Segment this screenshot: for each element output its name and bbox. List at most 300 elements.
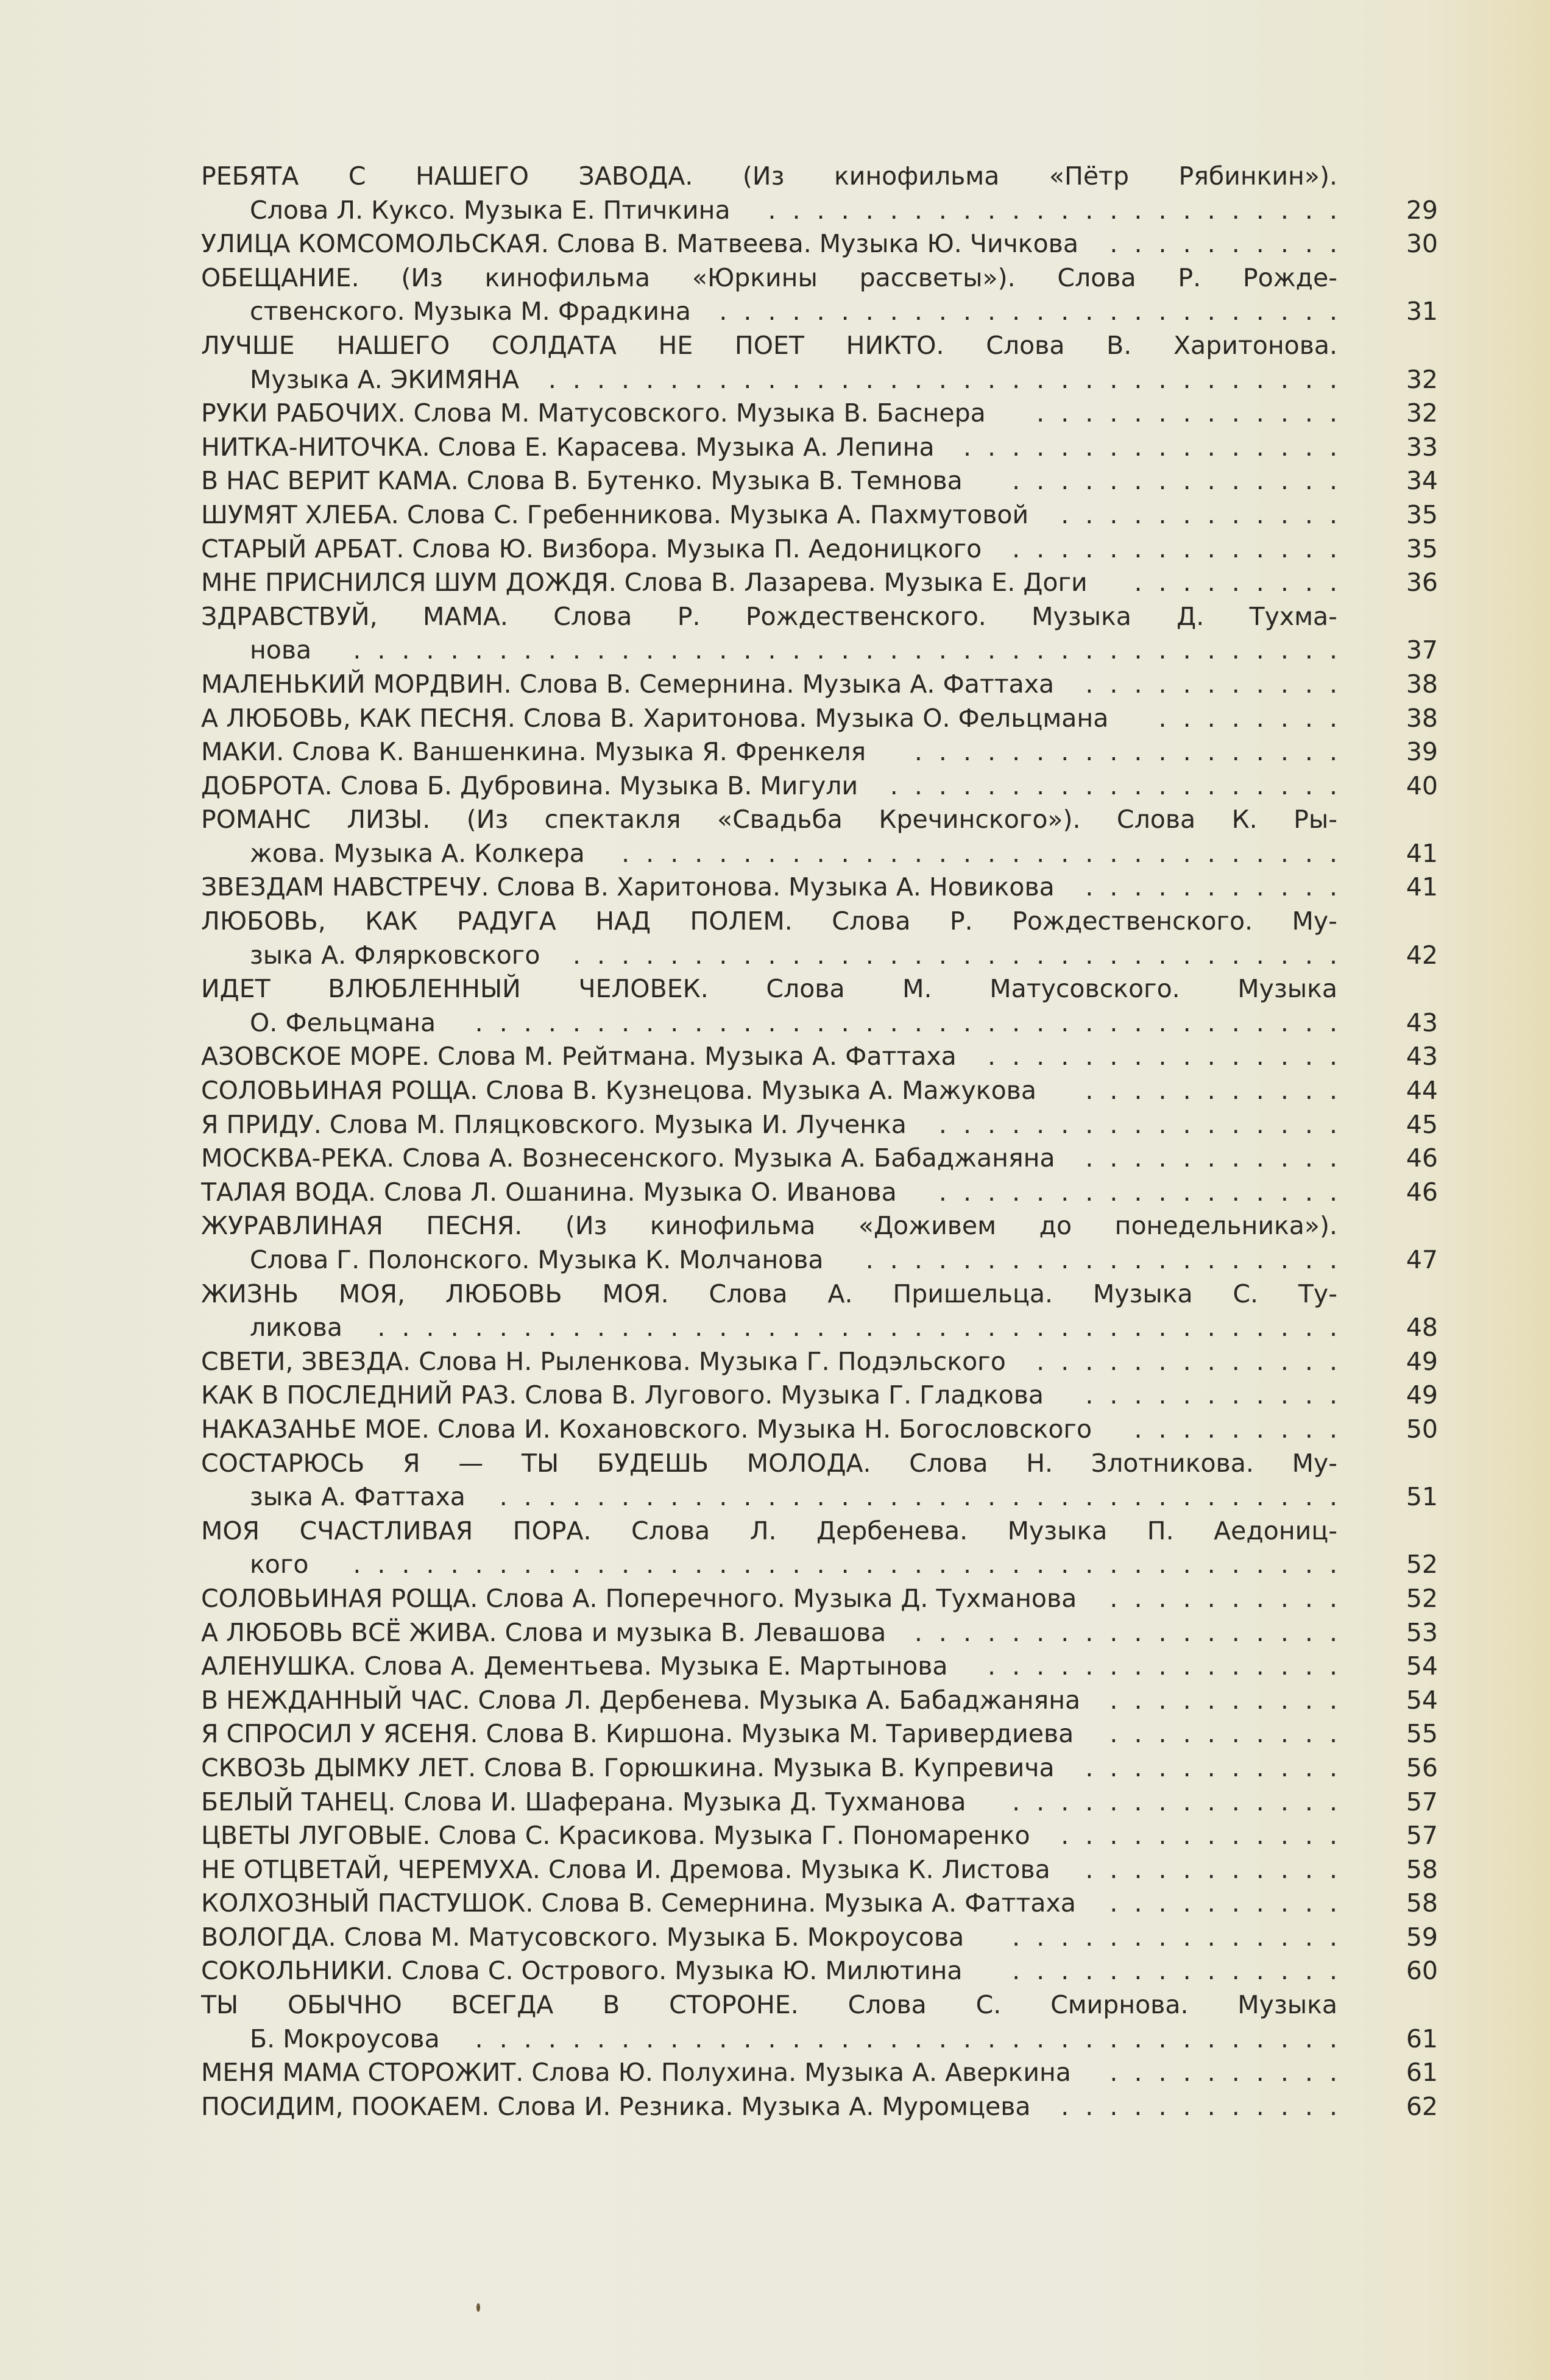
toc-entry-text	[201, 160, 1337, 194]
toc-entry	[201, 1379, 1438, 1413]
toc-entry-label: МЕНЯ МАМА СТОРОЖИТ. Слова Ю. Полухина. Музыка А. Аверкина	[201, 2058, 1071, 2088]
toc-entry-text	[250, 1480, 1337, 1514]
toc-entry-continuation-line	[201, 1311, 1438, 1345]
toc-entry-label: ственского. Музыка М. Фрадкина	[250, 297, 692, 327]
dot-leader: . . . . . . . . . . .	[1085, 1143, 1337, 1173]
toc-entry	[201, 1142, 1438, 1176]
dot-leader: . . . . . . . . . .	[1109, 1888, 1337, 1918]
page-number: 34	[1406, 466, 1438, 496]
toc-entry-title-line	[201, 1514, 1438, 1548]
toc-entry-title-line	[201, 498, 1438, 532]
dot-leader: . . . . . . . . . . . . . . . . . .	[914, 1617, 1337, 1647]
page-number: 35	[1406, 534, 1438, 563]
page-number: 52	[1406, 1550, 1438, 1580]
toc-entry	[201, 1074, 1438, 1108]
toc-entry-text	[201, 1616, 1337, 1650]
toc-entry-label: ИДЕТ ВЛЮБЛЕННЫЙ ЧЕЛОВЕК. Слова М. Матусовского. Музыка	[201, 974, 1337, 1004]
toc-entry-title-line	[201, 1887, 1438, 1921]
toc-entry	[201, 1582, 1438, 1616]
page-number: 55	[1406, 1719, 1438, 1749]
dot-leader: . . . . . . . . . . . . . . . . .	[938, 1109, 1337, 1139]
dot-leader: . . . . . . . . . . . . . . .	[988, 1651, 1337, 1681]
toc-entry	[201, 1108, 1438, 1142]
toc-entry-label: кого	[250, 1550, 309, 1580]
page-number: 48	[1406, 1313, 1438, 1343]
toc-entry	[201, 1717, 1438, 1751]
toc-entry-title-line	[201, 1176, 1438, 1210]
toc-entry	[201, 1785, 1438, 1820]
toc-entry-label: НИТКА-НИТОЧКА. Слова Е. Карасева. Музыка А. Лепина	[201, 432, 935, 462]
page-number: 53	[1406, 1617, 1438, 1647]
toc-entry-title-line	[201, 1040, 1438, 1074]
dot-leader: . . . . . . . . . .	[1109, 2058, 1337, 2088]
toc-entry-label: СОКОЛЬНИКИ. Слова С. Острового. Музыка Ю. Милютина	[201, 1956, 963, 1986]
dot-leader: . . . . . . . .	[1158, 703, 1337, 733]
paper-speck	[476, 2303, 480, 2312]
toc-entry-label: нова	[250, 635, 312, 665]
toc-entry-text	[201, 1209, 1337, 1243]
toc-entry-title-line	[201, 735, 1438, 769]
page-number: 49	[1406, 1380, 1438, 1410]
toc-entry	[201, 702, 1438, 736]
toc-entry-text	[201, 1650, 1337, 1684]
toc-entry	[201, 464, 1438, 498]
toc-entry-text	[201, 1277, 1337, 1312]
page-number: 43	[1406, 1008, 1438, 1037]
table-of-contents	[201, 160, 1438, 2124]
toc-entry-title-line	[201, 397, 1438, 431]
page-number: 57	[1406, 1787, 1438, 1817]
toc-entry-label: ЗДРАВСТВУЙ, МАМА. Слова Р. Рождественского. Музыка Д. Тухма-	[201, 601, 1337, 631]
toc-entry	[201, 1209, 1438, 1277]
toc-entry-text	[201, 1921, 1337, 1955]
toc-entry-title-line	[201, 769, 1438, 803]
page-number: 51	[1406, 1482, 1438, 1512]
toc-entry-text	[250, 634, 1337, 668]
dot-leader: . . . . . . . . . . . . . . . . . . . . . . . . . . . . . . . . . . . .	[475, 1008, 1337, 1037]
dot-leader: . . . . . . . . . . . . . .	[1012, 534, 1337, 563]
page-number: 44	[1406, 1076, 1438, 1106]
toc-entry	[201, 1277, 1438, 1345]
toc-entry-title-line	[201, 1751, 1438, 1785]
toc-entry-label: Слова Г. Полонского. Музыка К. Молчанова	[250, 1245, 824, 1274]
toc-entry-label: СОЛОВЬИНАЯ РОЩА. Слова А. Поперечного. Музыка Д. Тухманова	[201, 1583, 1077, 1613]
page-number: 46	[1406, 1143, 1438, 1173]
dot-leader: . . . . . . . . .	[1134, 568, 1337, 598]
toc-entry-text	[201, 261, 1337, 295]
dot-leader: . . . . . . . . . .	[1109, 1685, 1337, 1715]
toc-entry	[201, 905, 1438, 972]
toc-entry	[201, 431, 1438, 465]
dot-leader: . . . . . . . . . . . . . . . .	[963, 432, 1337, 462]
toc-entry	[201, 769, 1438, 803]
toc-entry-label: Слова Л. Куксо. Музыка Е. Птичкина	[250, 195, 731, 225]
toc-entry	[201, 227, 1438, 261]
page-number: 42	[1406, 940, 1438, 970]
toc-entry-title-line	[201, 1142, 1438, 1176]
toc-entry-label: Я ПРИДУ. Слова М. Пляцковского. Музыка И. Лученка	[201, 1109, 907, 1139]
toc-entry-label: В НАС ВЕРИТ КАМА. Слова В. Бутенко. Музыка В. Темнова	[201, 466, 963, 496]
toc-entry-continuation-line	[201, 363, 1438, 397]
toc-entry-label: ШУМЯТ ХЛЕБА. Слова С. Гребенникова. Музыка А. Пахмутовой	[201, 500, 1029, 529]
toc-entry-text	[201, 1074, 1337, 1108]
toc-entry-label: РОМАНС ЛИЗЫ. (Из спектакля «Свадьба Кречинского»). Слова К. Ры-	[201, 805, 1337, 835]
toc-entry-title-line	[201, 1954, 1438, 1988]
dot-leader: . . . . . . . . . . .	[1085, 669, 1337, 699]
toc-entry-label: РУКИ РАБОЧИХ. Слова М. Матусовского. Музыка В. Баснера	[201, 398, 986, 428]
page-number: 35	[1406, 500, 1438, 529]
dot-leader: . . . . . . . . . . .	[1085, 872, 1337, 902]
toc-entry-title-line	[201, 329, 1438, 363]
toc-entry-label: КОЛХОЗНЫЙ ПАСТУШОК. Слова В. Семернина. Музыка А. Фаттаха	[201, 1888, 1076, 1918]
toc-entry-continuation-line	[201, 1006, 1438, 1040]
toc-entry-label: ЛУЧШЕ НАШЕГО СОЛДАТА НЕ ПОЕТ НИКТО. Слова В. Харитонова.	[201, 330, 1337, 360]
toc-entry-title-line	[201, 1684, 1438, 1718]
toc-entry-label: МОЯ СЧАСТЛИВАЯ ПОРА. Слова Л. Дербенева. Музыка П. Аедониц-	[201, 1516, 1337, 1545]
toc-entry-title-line	[201, 803, 1438, 837]
toc-entry-label: ликова	[250, 1313, 342, 1343]
toc-entry	[201, 1176, 1438, 1210]
page-number: 33	[1406, 432, 1438, 462]
page-number: 60	[1406, 1956, 1438, 1986]
page-number: 54	[1406, 1685, 1438, 1715]
dot-leader: . . . . . . . . . . . . . . . . . . . . . . . . . . . . . . . . . . .	[499, 1482, 1337, 1512]
dot-leader: . . . . . . . . . . . . . . . . . . . . . . . . . . . . . . . . .	[548, 364, 1337, 394]
dot-leader: . . . . . . . . . . . . . . . . . . . .	[865, 1245, 1337, 1274]
page-number: 41	[1406, 872, 1438, 902]
toc-entry-text	[250, 1006, 1337, 1040]
toc-entry-text	[201, 1751, 1337, 1785]
toc-entry	[201, 160, 1438, 227]
dot-leader: . . . . . . . . . . . . . . . . . .	[914, 737, 1337, 767]
toc-entry-text	[201, 600, 1337, 634]
page-number: 50	[1406, 1414, 1438, 1444]
toc-entry-label: ОБЕЩАНИЕ. (Из кинофильма «Юркины рассветы»). Слова Р. Рожде-	[201, 263, 1337, 292]
toc-entry	[201, 1921, 1438, 1955]
toc-entry-continuation-line	[201, 939, 1438, 973]
toc-entry-label: ТЫ ОБЫЧНО ВСЕГДА В СТОРОНЕ. Слова С. Смирнова. Музыка	[201, 1990, 1337, 2020]
toc-entry-text	[201, 329, 1337, 363]
dot-leader: . . . . . . . . . . . . . . . . . . . . . . . . . . . . . . . . . . . . . . . . .	[353, 635, 1337, 665]
dot-leader: . . . . . . . . . . . . . . .	[988, 1042, 1337, 1072]
toc-entry-label: СВЕТИ, ЗВЕЗДА. Слова Н. Рыленкова. Музыка Г. Подэльского	[201, 1346, 1006, 1376]
toc-entry-label: ПОСИДИМ, ПООКАЕМ. Слова И. Резника. Музыка А. Муромцева	[201, 2091, 1031, 2121]
toc-entry-label: СКВОЗЬ ДЫМКУ ЛЕТ. Слова В. Горюшкина. Музыка В. Купревича	[201, 1753, 1055, 1782]
toc-entry-continuation-line	[201, 634, 1438, 668]
dot-leader: . . . . . . . . . . .	[1085, 1076, 1337, 1106]
page-number: 39	[1406, 737, 1438, 767]
dot-leader: . . . . . . . . . . . . . .	[1012, 1922, 1337, 1952]
dot-leader: . . . . . . . . . . . .	[1061, 500, 1337, 529]
page-number: 58	[1406, 1854, 1438, 1884]
toc-entry-title-line	[201, 1921, 1438, 1955]
toc-entry-label: НЕ ОТЦВЕТАЙ, ЧЕРЕМУХА. Слова И. Дремова. Музыка К. Листова	[201, 1854, 1050, 1884]
toc-entry-title-line	[201, 600, 1438, 634]
toc-entry-label: МНЕ ПРИСНИЛСЯ ШУМ ДОЖДЯ. Слова В. Лазарева. Музыка Е. Доги	[201, 568, 1088, 598]
page-number: 37	[1406, 635, 1438, 665]
toc-entry	[201, 1988, 1438, 2056]
toc-entry-label: НАКАЗАНЬЕ МОЕ. Слова И. Кохановского. Музыка Н. Богословского	[201, 1414, 1092, 1444]
toc-entry-continuation-line	[201, 2022, 1438, 2057]
toc-entry-text	[250, 837, 1337, 871]
toc-entry-text	[250, 1243, 1337, 1277]
toc-entry-label: МОСКВА-РЕКА. Слова А. Вознесенского. Музыка А. Бабаджаняна	[201, 1143, 1055, 1173]
toc-entry	[201, 1819, 1438, 1853]
toc-entry-text	[250, 939, 1337, 973]
toc-entry-label: СТАРЫЙ АРБАТ. Слова Ю. Визбора. Музыка П. Аедоницкого	[201, 534, 982, 563]
toc-entry-text	[201, 464, 1337, 498]
toc-entry-label: УЛИЦА КОМСОМОЛЬСКАЯ. Слова В. Матвеева. Музыка Ю. Чичкова	[201, 229, 1078, 259]
dot-leader: . . . . . . . . . . . . . . . . . . . . . . . . . . . . . . . . . . . .	[475, 2024, 1337, 2053]
dot-leader: . . . . . . . . . .	[1109, 229, 1337, 259]
toc-entry-title-line	[201, 870, 1438, 905]
toc-entry-text	[201, 803, 1337, 837]
page-number: 52	[1406, 1583, 1438, 1613]
toc-entry-title-line	[201, 972, 1438, 1006]
toc-entry	[201, 1413, 1438, 1447]
page-number: 40	[1406, 771, 1438, 800]
toc-entry-label: АЗОВСКОЕ МОРЕ. Слова М. Рейтмана. Музыка А. Фаттаха	[201, 1042, 957, 1072]
toc-entry-title-line	[201, 1209, 1438, 1243]
toc-entry-text	[250, 1311, 1337, 1345]
toc-entry-title-line	[201, 668, 1438, 702]
toc-entry-title-line	[201, 227, 1438, 261]
toc-entry	[201, 1447, 1438, 1514]
toc-entry	[201, 1751, 1438, 1785]
toc-entry-title-line	[201, 1277, 1438, 1312]
toc-entry-text	[201, 2056, 1337, 2090]
toc-entry	[201, 329, 1438, 397]
page-number: 30	[1406, 229, 1438, 259]
toc-entry-label: Я СПРОСИЛ У ЯСЕНЯ. Слова В. Киршона. Музыка М. Таривердиева	[201, 1719, 1074, 1749]
dot-leader: . . . . . . . . . . . . . . . . . . . . . . . .	[768, 195, 1337, 225]
toc-entry-title-line	[201, 532, 1438, 567]
toc-entry-continuation-line	[201, 1243, 1438, 1277]
toc-entry-text	[201, 227, 1337, 261]
toc-entry	[201, 2056, 1438, 2090]
toc-entry-title-line	[201, 464, 1438, 498]
toc-entry-label: СОСТАРЮСЬ Я — ТЫ БУДЕШЬ МОЛОДА. Слова Н. Злотникова. Му-	[201, 1448, 1337, 1478]
dot-leader: . . . . . . . . . . . . . . . . . . . . . . . . . . . . . .	[621, 838, 1337, 868]
toc-entry	[201, 1616, 1438, 1650]
toc-entry	[201, 1650, 1438, 1684]
toc-entry-continuation-line	[201, 194, 1438, 228]
dot-leader: . . . . . . . . . . . . . . . . . . . . . . . . . . . . . . . . . . . . . . . . .	[353, 1550, 1337, 1580]
dot-leader: . . . . . . . . . . . . .	[1036, 398, 1337, 428]
toc-entry-text	[201, 566, 1337, 600]
dot-leader: . . . . . . . . . . . . . . . . . . . . . . . . . . . . . . . .	[572, 940, 1337, 970]
toc-entry-title-line	[201, 1717, 1438, 1751]
toc-entry-text	[201, 735, 1337, 769]
toc-entry-text	[250, 1548, 1337, 1582]
page-number: 38	[1406, 703, 1438, 733]
dot-leader: . . . . . . . . . . .	[1085, 1753, 1337, 1782]
dot-leader: . . . . . . . . .	[1134, 1414, 1337, 1444]
toc-entry-text	[201, 769, 1337, 803]
toc-entry-text	[201, 1853, 1337, 1887]
toc-entry-title-line	[201, 1345, 1438, 1379]
dot-leader: . . . . . . . . . . . . . . . . . . . . . . . . . .	[719, 297, 1337, 327]
toc-entry-title-line	[201, 1582, 1438, 1616]
toc-entry-text	[201, 1447, 1337, 1481]
page-number: 57	[1406, 1821, 1438, 1851]
page-number: 56	[1406, 1753, 1438, 1782]
page-number: 61	[1406, 2058, 1438, 2088]
page-number: 43	[1406, 1042, 1438, 1072]
toc-entry-title-line	[201, 1108, 1438, 1142]
toc-entry-label: РЕБЯТА С НАШЕГО ЗАВОДА. (Из кинофильма «Пётр Рябинкин»).	[201, 161, 1337, 191]
toc-entry	[201, 1887, 1438, 1921]
toc-entry	[201, 870, 1438, 905]
dot-leader: . . . . . . . . . .	[1109, 1719, 1337, 1749]
toc-entry	[201, 532, 1438, 567]
toc-entry-text	[250, 295, 1337, 329]
toc-entry-label: В НЕЖДАННЫЙ ЧАС. Слова Л. Дербенева. Музыка А. Бабаджаняна	[201, 1685, 1081, 1715]
dot-leader: . . . . . . . . . . . . . . . . . . .	[890, 771, 1337, 800]
page-number: 59	[1406, 1922, 1438, 1952]
toc-entry-title-line	[201, 1379, 1438, 1413]
toc-entry-text	[201, 1717, 1337, 1751]
toc-entry	[201, 803, 1438, 870]
toc-entry-title-line	[201, 1413, 1438, 1447]
page-number: 31	[1406, 297, 1438, 327]
toc-entry-text	[201, 1345, 1337, 1379]
toc-entry-text	[201, 1887, 1337, 1921]
dot-leader: . . . . . . . . . . .	[1085, 1380, 1337, 1410]
toc-entry	[201, 600, 1438, 668]
dot-leader: . . . . . . . . . . . . . . . . . . . . . . . . . . . . . . . . . . . . . . . .	[377, 1313, 1337, 1343]
dot-leader: . . . . . . . . . .	[1109, 1583, 1337, 1613]
toc-entry-text	[201, 1514, 1337, 1548]
page-number: 36	[1406, 568, 1438, 598]
toc-entry-text	[201, 1785, 1337, 1820]
toc-entry-label: зыка А. Флярковского	[250, 940, 540, 970]
dot-leader: . . . . . . . . . . .	[1085, 1854, 1337, 1884]
toc-entry-label: ЦВЕТЫ ЛУГОВЫЕ. Слова С. Красикова. Музыка Г. Пономаренко	[201, 1821, 1030, 1851]
toc-entry-title-line	[201, 1819, 1438, 1853]
toc-entry-text	[201, 532, 1337, 567]
toc-entry-label: МАКИ. Слова К. Ваншенкина. Музыка Я. Френкеля	[201, 737, 866, 767]
dot-leader: . . . . . . . . . . . . . .	[1012, 466, 1337, 496]
toc-entry-text	[201, 1684, 1337, 1718]
toc-entry-label: А ЛЮБОВЬ, КАК ПЕСНЯ. Слова В. Харитонова. Музыка О. Фельцмана	[201, 703, 1109, 733]
toc-entry-label: СОЛОВЬИНАЯ РОЩА. Слова В. Кузнецова. Музыка А. Мажукова	[201, 1076, 1036, 1106]
toc-entry-title-line	[201, 1447, 1438, 1481]
page-number: 58	[1406, 1888, 1438, 1918]
toc-entry	[201, 397, 1438, 431]
toc-entry	[201, 668, 1438, 702]
toc-entry-text	[201, 668, 1337, 702]
dot-leader: . . . . . . . . . . . .	[1061, 1821, 1337, 1851]
page-number: 32	[1406, 398, 1438, 428]
toc-entry-text	[201, 1108, 1337, 1142]
toc-entry-title-line	[201, 431, 1438, 465]
toc-entry-title-line	[201, 566, 1438, 600]
toc-entry-text	[250, 363, 1337, 397]
toc-entry	[201, 972, 1438, 1040]
toc-entry-continuation-line	[201, 295, 1438, 329]
toc-entry-text	[201, 1988, 1337, 2022]
toc-entry-label: А ЛЮБОВЬ ВСЁ ЖИВА. Слова и музыка В. Левашова	[201, 1617, 886, 1647]
toc-entry-text	[201, 1040, 1337, 1074]
dot-leader: . . . . . . . . . . . . . .	[1012, 1787, 1337, 1817]
toc-entry-title-line	[201, 905, 1438, 939]
toc-entry-label: ТАЛАЯ ВОДА. Слова Л. Ошанина. Музыка О. Иванова	[201, 1177, 897, 1207]
toc-entry	[201, 1345, 1438, 1379]
dot-leader: . . . . . . . . . . . . .	[1036, 1346, 1337, 1376]
toc-entry-text	[201, 1379, 1337, 1413]
dot-leader: . . . . . . . . . . . .	[1061, 2091, 1337, 2121]
toc-entry-text	[201, 870, 1337, 905]
toc-entry-title-line	[201, 1650, 1438, 1684]
toc-entry-text	[201, 1413, 1337, 1447]
toc-entry-title-line	[201, 1785, 1438, 1820]
toc-entry-title-line	[201, 1988, 1438, 2022]
toc-entry-label: АЛЕНУШКА. Слова А. Дементьева. Музыка Е. Мартынова	[201, 1651, 948, 1681]
toc-entry-title-line	[201, 1853, 1438, 1887]
page-number: 62	[1406, 2091, 1438, 2121]
toc-entry-label: ЗВЕЗДАМ НАВСТРЕЧУ. Слова В. Харитонова. Музыка А. Новикова	[201, 872, 1055, 902]
toc-entry	[201, 1853, 1438, 1887]
page-number: 29	[1406, 195, 1438, 225]
toc-entry-text	[201, 1582, 1337, 1616]
page-number: 32	[1406, 364, 1438, 394]
toc-entry-label: ЖУРАВЛИНАЯ ПЕСНЯ. (Из кинофильма «Доживем до понедельника»).	[201, 1211, 1337, 1241]
toc-entry-text	[201, 702, 1337, 736]
toc-entry-text	[201, 1176, 1337, 1210]
toc-entry-text	[201, 972, 1337, 1006]
page-number: 46	[1406, 1177, 1438, 1207]
toc-entry-label: ЖИЗНЬ МОЯ, ЛЮБОВЬ МОЯ. Слова А. Пришельца. Музыка С. Ту-	[201, 1279, 1337, 1308]
toc-entry	[201, 1040, 1438, 1074]
toc-entry-label: зыка А. Фаттаха	[250, 1482, 465, 1512]
toc-entry-label: Музыка А. ЭКИМЯНА	[250, 364, 519, 394]
toc-entry	[201, 1514, 1438, 1582]
page-number: 41	[1406, 838, 1438, 868]
toc-entry-title-line	[201, 1616, 1438, 1650]
toc-entry-text	[201, 498, 1337, 532]
page-number: 47	[1406, 1245, 1438, 1274]
toc-entry-text	[250, 2022, 1337, 2057]
toc-entry	[201, 2090, 1438, 2124]
toc-entry-label: ЛЮБОВЬ, КАК РАДУГА НАД ПОЛЕМ. Слова Р. Рождественского. Му-	[201, 906, 1337, 936]
toc-entry-label: ДОБРОТА. Слова Б. Дубровина. Музыка В. Мигули	[201, 771, 858, 800]
toc-entry-title-line	[201, 261, 1438, 295]
toc-entry-continuation-line	[201, 1480, 1438, 1514]
toc-entry	[201, 1954, 1438, 1988]
toc-entry-text	[201, 1142, 1337, 1176]
toc-entry-text	[201, 397, 1337, 431]
toc-entry-text	[201, 2090, 1337, 2124]
toc-entry-label: Б. Мокроусова	[250, 2024, 440, 2053]
toc-entry-continuation-line	[201, 1548, 1438, 1582]
toc-entry-text	[250, 194, 1337, 228]
toc-entry-label: МАЛЕНЬКИЙ МОРДВИН. Слова В. Семернина. Музыка А. Фаттаха	[201, 669, 1055, 699]
toc-entry	[201, 1684, 1438, 1718]
toc-entry-text	[201, 1954, 1337, 1988]
page-number: 45	[1406, 1109, 1438, 1139]
toc-entry	[201, 261, 1438, 329]
toc-entry-title-line	[201, 2090, 1438, 2124]
toc-entry-label: КАК В ПОСЛЕДНИЙ РАЗ. Слова В. Лугового. Музыка Г. Гладкова	[201, 1380, 1044, 1410]
toc-entry-text	[201, 431, 1337, 465]
dot-leader: . . . . . . . . . . . . . . . . .	[938, 1177, 1337, 1207]
toc-entry-text	[201, 905, 1337, 939]
toc-entry-title-line	[201, 2056, 1438, 2090]
toc-entry-title-line	[201, 702, 1438, 736]
page-number: 49	[1406, 1346, 1438, 1376]
toc-entry	[201, 735, 1438, 769]
